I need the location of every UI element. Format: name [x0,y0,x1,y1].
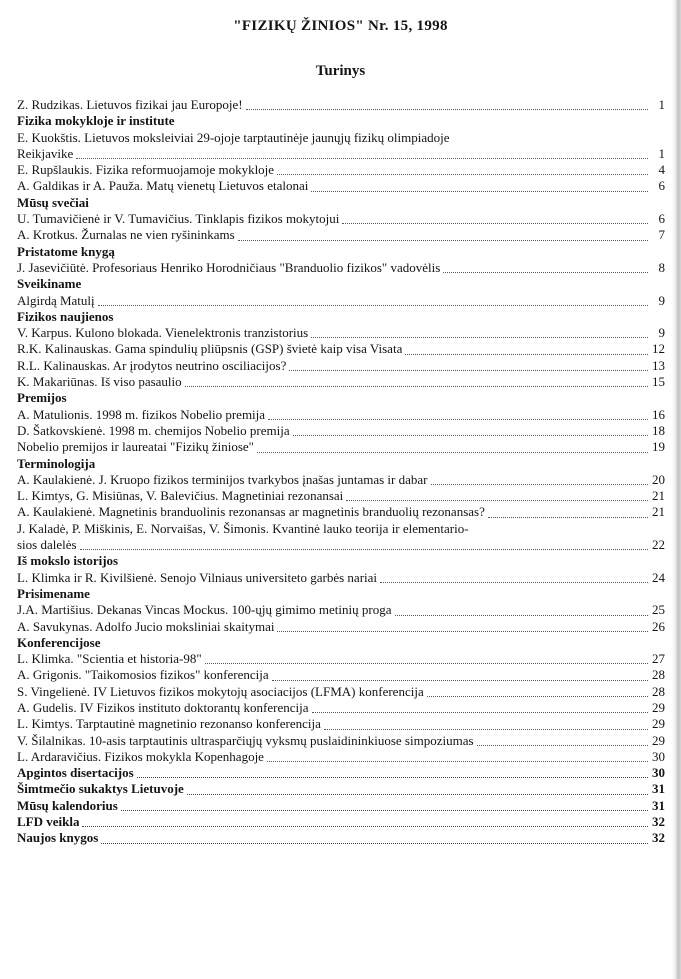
dot-leader [76,158,648,159]
dot-leader [98,305,648,306]
dot-leader [311,191,648,192]
page-number: 29 [652,716,665,732]
dot-leader [80,549,648,550]
entry-text: A. Matulionis. 1998 m. fizikos Nobelio premija [17,406,266,422]
toc-section-heading [17,830,665,846]
dot-leader [267,761,648,762]
section-heading-text: Naujos knygos [17,830,99,846]
toc-entry [17,651,665,667]
dot-leader [443,272,648,273]
dot-leader [324,729,648,730]
page-number: 29 [652,699,665,715]
scan-edge-shadow [672,0,681,979]
toc-entry [17,488,665,504]
section-heading-text: Prisimename [17,585,90,601]
entry-text: J. Kaladė, P. Miškinis, E. Norvaišas, V. Šimonis. Kvantinė lauko teorija ir elementario- [17,520,469,536]
dot-leader [380,582,648,583]
page-number: 13 [652,357,665,373]
toc-section-heading [17,781,665,797]
page-number: 30 [652,765,665,781]
entry-text: D. Šatkovskienė. 1998 m. chemijos Nobelio premija [17,422,290,438]
entry-text: A. Savukynas. Adolfo Jucio moksliniai skaitymai [17,618,275,634]
entry-text: A. Grigonis. "Taikomosios fizikos" konferencija [17,667,269,683]
page-number: 26 [652,618,665,634]
entry-text: sios dalelės [17,537,77,553]
page-number: 8 [658,259,665,275]
page-number: 25 [652,602,665,618]
page-number: 28 [652,667,665,683]
toc-entry [17,570,665,586]
toc-entry [17,439,665,455]
entry-text: A. Galdikas ir A. Pauža. Matų vienetų Lietuvos etalonai [17,178,309,194]
toc-entry [17,162,665,178]
entry-text: L. Kimtys, G. Misiūnas, V. Balevičius. Magnetiniai rezonansai [17,488,344,504]
entry-text: L. Kimtys. Tarptautinė magnetinio rezonanso konferencija [17,716,321,732]
dot-leader [246,109,648,110]
entry-text: L. Klimka. "Scientia et historia-98" [17,651,202,667]
section-heading-text: Apgintos disertacijos [17,765,134,781]
toc-entry [17,667,665,683]
toc-section-heading [17,798,665,814]
toc-section-heading [17,113,665,129]
entry-text: S. Vingelienė. IV Lietuvos fizikos mokytojų asociacijos (LFMA) konferencija [17,683,424,699]
dot-leader [405,354,648,355]
dot-leader [289,370,648,371]
dot-leader [205,663,648,664]
section-heading-text: Fizikos naujienos [17,308,114,324]
entry-text: Algirdą Matulį [17,292,95,308]
page-number: 9 [658,325,665,341]
section-heading-text: Mūsų svečiai [17,194,89,210]
section-heading-text: Premijos [17,390,67,406]
dot-leader [257,452,648,453]
toc-section-heading [17,195,665,211]
toc-entry [17,325,665,341]
section-heading-text: Konferencijose [17,634,101,650]
dot-leader [346,500,648,501]
page-number: 6 [658,211,665,227]
dot-leader [427,696,648,697]
toc-entry [17,260,665,276]
toc-entry [17,341,665,357]
page-number: 31 [652,781,665,797]
section-heading-text: Iš mokslo istorijos [17,553,119,569]
dot-leader [238,240,648,241]
toc-entry [17,504,665,520]
toc-section-heading [17,456,665,472]
page-number: 12 [652,341,665,357]
toc-entry [17,602,665,618]
dot-leader [268,419,648,420]
page-number: 20 [652,471,665,487]
entry-text: V. Karpus. Kulono blokada. Vienelektronis tranzistorius [17,325,309,341]
section-heading-text: Sveikiname [17,276,82,292]
toc-entry-line [17,130,665,146]
dot-leader [311,337,648,338]
page-number: 7 [658,227,665,243]
page-number: 27 [652,651,665,667]
entry-text: A. Krotkus. Žurnalas ne vien ryšininkams [17,227,235,243]
entry-text: V. Šilalnikas. 10-asis tarptautinis ultrasparčiųjų vyksmų puslaidininkiuose simpoziumas [17,732,474,748]
dot-leader [82,826,648,827]
page-number: 21 [652,488,665,504]
dot-leader [431,484,649,485]
section-heading-text: Fizika mokykloje ir institute [17,113,175,129]
section-heading-text: Šimtmečio sukaktys Lietuvoje [17,781,184,797]
toc-entry [17,293,665,309]
page-number: 30 [652,748,665,764]
toc-section-heading [17,390,665,406]
entry-text: K. Makariūnas. Iš viso pasaulio [17,374,182,390]
toc-entry [17,749,665,765]
toc-entry [17,97,665,113]
toc-entry [17,146,665,162]
dot-leader [488,517,648,518]
entry-text: A. Gudelis. IV Fizikos instituto doktorantų konferencija [17,699,309,715]
toc-section-heading [17,765,665,781]
toc-entry [17,423,665,439]
dot-leader [342,223,648,224]
toc-section-heading [17,814,665,830]
entry-text: Nobelio premijos ir laureatai "Fizikų žiniose" [17,439,254,455]
dot-leader [121,810,648,811]
entry-text: A. Kaulakienė. J. Kruopo fizikos terminijos tvarkybos įnašas juntamas ir dabar [17,471,428,487]
toc-section-heading [17,309,665,325]
toc-entry [17,619,665,635]
dot-leader [101,843,648,844]
dot-leader [137,777,648,778]
toc-section-heading [17,244,665,260]
entry-text: J.A. Martišius. Dekanas Vincas Mockus. 100-ųjų gimimo metinių proga [17,602,392,618]
toc-entry [17,374,665,390]
page-number: 29 [652,732,665,748]
entry-text: L. Ardaravičius. Fizikos mokykla Kopenhagoje [17,748,264,764]
entry-text: E. Rupšlaukis. Fizika reformuojamoje mokykloje [17,162,275,178]
entry-text: R.K. Kalinauskas. Gama spindulių pliūpsnis (GSP) švietė kaip visa Visata [17,341,403,357]
dot-leader [277,174,648,175]
page-number: 9 [658,292,665,308]
toc-section-heading [17,553,665,569]
page-number: 16 [652,406,665,422]
entry-text: Z. Rudzikas. Lietuvos fizikai jau Europoje! [17,97,243,112]
section-heading-text: Mūsų kalendorius [17,797,118,813]
toc-section-heading [17,586,665,602]
section-heading-text: Terminologija [17,455,96,471]
toc-title: Turinys [315,63,366,79]
dot-leader [185,386,648,387]
entry-text: R.L. Kalinauskas. Ar įrodytos neutrino osciliacijos? [17,357,287,373]
section-heading-text: Pristatome knygą [17,243,115,259]
page-number: 32 [652,830,665,846]
toc-entry [17,700,665,716]
dot-leader [187,794,648,795]
page-number: 21 [652,504,665,520]
page-number: 6 [658,178,665,194]
entry-text: L. Klimka ir R. Kivilšienė. Senojo Vilniaus universiteto garbės nariai [17,569,378,585]
page-number: 19 [652,439,665,455]
entry-text: E. Kuokštis. Lietuvos moksleiviai 29-ojoje tarptautinėje jaunųjų fizikų olimpiadoje [17,129,450,145]
page-number: 1 [658,97,665,112]
dot-leader [312,712,649,713]
page-number: 4 [658,162,665,178]
toc-entry [17,716,665,732]
section-heading-text: LFD veikla [17,814,80,830]
page-number: 22 [652,537,665,553]
toc-entry [17,733,665,749]
toc-entry [17,358,665,374]
toc-entry [17,211,665,227]
table-of-contents [17,97,665,847]
entry-text: A. Kaulakienė. Magnetinis branduolinis rezonansas ar magnetinis branduolių rezonansas? [17,504,485,520]
page-number: 24 [652,569,665,585]
entry-text: J. Jasevičiūtė. Profesoriaus Henriko Horodničiaus "Branduolio fizikos" vadovėlis [17,259,441,275]
page-number: 15 [652,374,665,390]
page-number: 31 [652,797,665,813]
toc-entry [17,472,665,488]
dot-leader [277,631,648,632]
page-number: 32 [652,814,665,830]
dot-leader [477,745,648,746]
dot-leader [395,615,649,616]
journal-masthead: "FIZIKŲ ŽINIOS" Nr. 15, 1998 [233,18,448,34]
toc-entry [17,537,665,553]
dot-leader [293,435,648,436]
toc-entry [17,227,665,243]
page-number: 18 [652,422,665,438]
toc-section-heading [17,276,665,292]
toc-entry-line [17,521,665,537]
dot-leader [272,680,648,681]
page-number: 1 [658,145,665,161]
toc-entry [17,178,665,194]
page-number: 28 [652,683,665,699]
toc-entry [17,407,665,423]
toc-section-heading [17,635,665,651]
entry-text: U. Tumavičienė ir V. Tumavičius. Tinklapis fizikos mokytojui [17,211,340,227]
toc-entry [17,684,665,700]
entry-text: Reikjavike [17,145,74,161]
